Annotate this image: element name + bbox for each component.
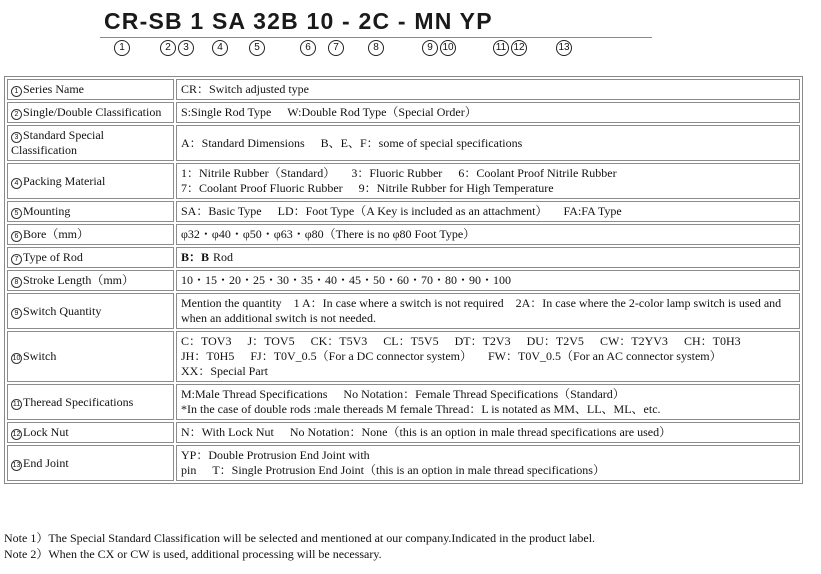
row-value-cell bbox=[176, 422, 800, 443]
row-label-cell bbox=[7, 445, 174, 481]
circled-number: 1 bbox=[11, 86, 22, 97]
value-segment: DU：T2V5 bbox=[526, 334, 584, 348]
row-value-cell bbox=[176, 125, 800, 161]
row-label-cell bbox=[7, 102, 174, 123]
model-code: CR-SB 1 SA 32B 10 - 2C - MN YP bbox=[104, 8, 493, 34]
circled-number: 7 bbox=[11, 254, 22, 265]
spec-row bbox=[7, 331, 800, 382]
value-line bbox=[181, 204, 795, 219]
code-number-13: 13 bbox=[556, 40, 572, 56]
row-value-cell bbox=[176, 270, 800, 291]
value-segment: CR：Switch adjusted type bbox=[181, 82, 309, 96]
value-segment: SA：Basic Type bbox=[181, 204, 262, 218]
value-segment: A：Standard Dimensions bbox=[181, 135, 305, 150]
value-segment: M:Male Thread Specifications bbox=[181, 387, 328, 401]
note-2: Note 2）When the CX or CW is used, additional processing will be necessary. bbox=[4, 547, 382, 561]
value-segment: 9：Nitrile Rubber for High Temperature bbox=[358, 181, 554, 195]
circled-number: 9 bbox=[11, 308, 22, 319]
code-number-6: 6 bbox=[300, 40, 316, 56]
value-segment: FA:FA Type bbox=[563, 204, 622, 218]
row-value-cell bbox=[176, 79, 800, 100]
value-segment: YP：Double Protrusion End Joint with pin bbox=[181, 448, 370, 477]
row-label-cell bbox=[7, 422, 174, 443]
value-segment: Mention the quantity 1 A：In case where a switch is not required 2A：In case where the 2-color lamp switch is used and when an additional switch is not needed. bbox=[181, 296, 782, 325]
bold-prefix: B：B bbox=[181, 250, 210, 264]
value-line bbox=[181, 425, 795, 440]
value-segment: CK：T5V3 bbox=[310, 334, 368, 348]
value-segment: JH：T0H5 bbox=[181, 349, 235, 363]
value-line bbox=[181, 448, 795, 478]
value-segment: T：Single Protrusion End Joint（this is an option in male thread specifications） bbox=[212, 463, 605, 477]
row-label: Standard Special Classification bbox=[11, 128, 104, 157]
row-label: Bore（mm） bbox=[23, 227, 89, 241]
value-segment: B、E、F：some of special specifications bbox=[320, 135, 523, 150]
row-value-cell bbox=[176, 163, 800, 199]
spec-row bbox=[7, 445, 800, 481]
row-value-cell bbox=[176, 293, 800, 329]
row-label: Theread Specifications bbox=[23, 394, 134, 409]
value-segment: φ32・φ40・φ50・φ63・φ80（There is no φ80 Foot Type） bbox=[181, 227, 476, 241]
value-segment: XX：Special Part bbox=[181, 364, 268, 378]
circled-number: 10 bbox=[12, 355, 21, 362]
note-1: Note 1）The Special Standard Classification will be selected and mentioned at our company.Indicated in the product label. bbox=[4, 531, 596, 545]
value-segment: 1：Nitrile Rubber（Standard） bbox=[181, 166, 336, 180]
spec-row bbox=[7, 79, 800, 100]
spec-row bbox=[7, 247, 800, 268]
row-value-cell bbox=[176, 102, 800, 123]
row-label: Mounting bbox=[23, 204, 71, 218]
row-label: Switch bbox=[23, 349, 57, 363]
row-value-cell bbox=[176, 247, 800, 268]
value-segment: FJ：T0V_0.5（For a DC connector system） bbox=[250, 349, 472, 363]
circled-number: 13 bbox=[12, 461, 21, 469]
spec-row bbox=[7, 422, 800, 443]
circled-number: 5 bbox=[11, 208, 22, 219]
value-segment: FW：T0V_0.5（For an AC connector system） bbox=[488, 349, 722, 363]
code-number-4: 4 bbox=[212, 40, 228, 56]
value-segment: LD：Foot Type（A Key is included as an attachment） bbox=[277, 204, 548, 218]
circled-number: 8 bbox=[11, 277, 22, 288]
row-label: Single/Double Classification bbox=[23, 105, 162, 119]
row-label: Lock Nut bbox=[23, 425, 69, 439]
row-label-cell bbox=[7, 125, 174, 161]
code-number-1: 1 bbox=[114, 40, 130, 56]
value-line bbox=[181, 250, 795, 265]
spec-row bbox=[7, 293, 800, 329]
code-number-7: 7 bbox=[328, 40, 344, 56]
spec-table bbox=[4, 76, 803, 484]
row-value-cell bbox=[176, 445, 800, 481]
value-line bbox=[181, 296, 795, 326]
row-label-cell bbox=[7, 331, 174, 382]
value-segment: J：TOV5 bbox=[247, 334, 295, 348]
circled-number: 6 bbox=[11, 231, 22, 242]
value-segment: S:Single Rod Type bbox=[181, 105, 272, 119]
row-label-cell bbox=[7, 224, 174, 245]
value-segment: 6：Coolant Proof Nitrile Rubber bbox=[458, 166, 617, 180]
row-label-cell bbox=[7, 247, 174, 268]
row-label: Switch Quantity bbox=[23, 303, 102, 318]
spec-row bbox=[7, 102, 800, 123]
value-line bbox=[181, 364, 795, 379]
notes bbox=[4, 530, 595, 562]
value-line bbox=[181, 181, 795, 196]
value-segment: C：TOV3 bbox=[181, 334, 232, 348]
value-segment: W:Double Rod Type（Special Order） bbox=[287, 105, 477, 119]
value-segment: DT：T2V3 bbox=[454, 334, 511, 348]
row-label: Type of Rod bbox=[23, 250, 83, 264]
value-segment: No Notation：None（this is an option in male thread specifications are used） bbox=[289, 425, 672, 439]
row-label-cell bbox=[7, 79, 174, 100]
circled-number: 3 bbox=[11, 132, 22, 143]
spec-row bbox=[7, 384, 800, 420]
value-line bbox=[181, 334, 795, 349]
value-segment: No Notation：Female Thread Specifications（Standard） bbox=[343, 387, 625, 401]
row-value-cell bbox=[176, 201, 800, 222]
code-number-3: 3 bbox=[178, 40, 194, 56]
row-value-cell bbox=[176, 331, 800, 382]
value-line bbox=[181, 387, 795, 402]
row-label: Series Name bbox=[23, 82, 84, 96]
code-number-9: 9 bbox=[422, 40, 438, 56]
value-segment: 3：Fluoric Rubber bbox=[351, 166, 443, 180]
code-number-8: 8 bbox=[368, 40, 384, 56]
value-segment: N：With Lock Nut bbox=[181, 425, 274, 439]
row-label-cell bbox=[7, 163, 174, 199]
value-line bbox=[181, 273, 795, 288]
circled-number: 12 bbox=[12, 431, 21, 438]
spec-row bbox=[7, 163, 800, 199]
circled-number: 11 bbox=[12, 400, 21, 408]
row-label: Stroke Length（mm） bbox=[23, 273, 134, 287]
value-segment: CH：T0H3 bbox=[683, 334, 741, 348]
value-line bbox=[181, 349, 795, 364]
value-line bbox=[181, 402, 795, 417]
value-line bbox=[181, 105, 795, 120]
row-label-cell bbox=[7, 293, 174, 329]
value-line bbox=[181, 82, 795, 97]
value-segment: 7：Coolant Proof Fluoric Rubber bbox=[181, 181, 343, 195]
row-label: End Joint bbox=[23, 455, 69, 470]
spec-row bbox=[7, 201, 800, 222]
value-segment: CL：T5V5 bbox=[383, 334, 439, 348]
spec-row bbox=[7, 224, 800, 245]
code-number-12: 12 bbox=[511, 40, 527, 56]
value-segment: CW：T2YV3 bbox=[599, 334, 668, 348]
value-line bbox=[181, 227, 795, 242]
value-segment: 10・15・20・25・30・35・40・45・50・60・70・80・90・100 bbox=[181, 273, 512, 287]
circled-number: 2 bbox=[11, 109, 22, 120]
value-segment: Rod bbox=[213, 250, 234, 264]
spec-row bbox=[7, 270, 800, 291]
value-segment: *In the case of double rods :male thereads M female Thread：L is notated as MM、LL、ML、etc. bbox=[181, 402, 661, 416]
code-underline bbox=[100, 37, 652, 38]
row-value-cell bbox=[176, 224, 800, 245]
spec-row bbox=[7, 125, 800, 161]
value-line bbox=[181, 136, 795, 151]
model-code-header bbox=[100, 8, 660, 60]
row-label: Packing Material bbox=[23, 173, 106, 188]
code-number-2: 2 bbox=[160, 40, 176, 56]
value-line bbox=[181, 166, 795, 181]
row-label-cell bbox=[7, 201, 174, 222]
code-number-10: 10 bbox=[440, 40, 456, 56]
row-value-cell bbox=[176, 384, 800, 420]
circled-number: 4 bbox=[11, 178, 22, 189]
code-number-5: 5 bbox=[249, 40, 265, 56]
row-label-cell bbox=[7, 270, 174, 291]
code-number-11: 11 bbox=[493, 40, 509, 56]
row-label-cell bbox=[7, 384, 174, 420]
